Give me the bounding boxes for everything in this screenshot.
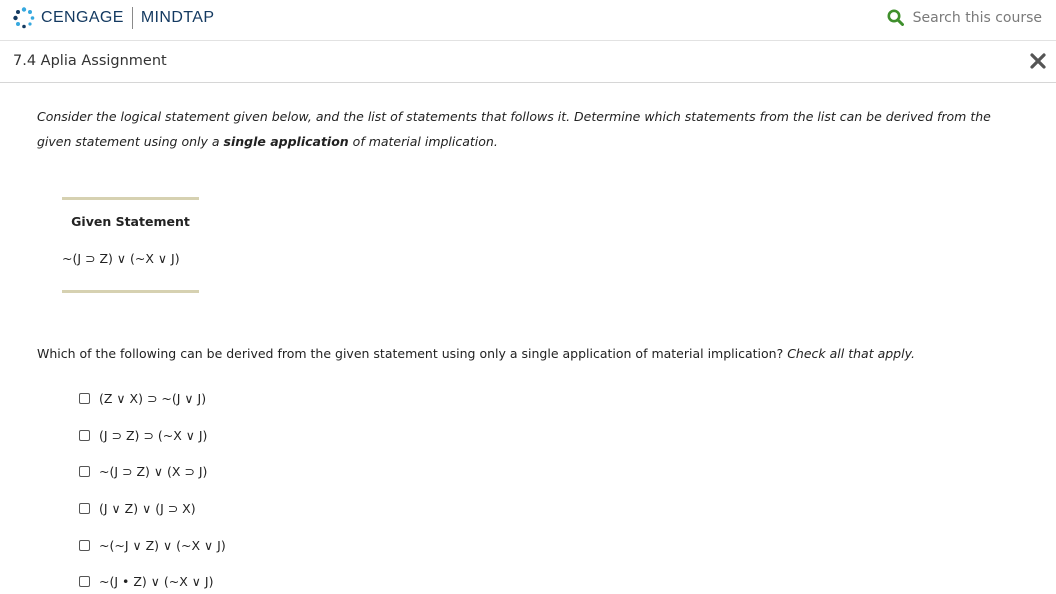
answer-option-3[interactable] — [79, 461, 207, 481]
assignment-title: 7.4 Aplia Assignment — [13, 53, 167, 69]
top-bar — [0, 0, 1056, 41]
option-checkbox[interactable] — [79, 503, 90, 514]
brand-logo[interactable] — [12, 6, 214, 30]
option-label: ~(J ⊃ Z) ∨ (X ⊃ J) — [99, 463, 208, 479]
answer-option-4[interactable] — [79, 498, 196, 518]
answer-option-2[interactable] — [79, 425, 207, 445]
instructions-emphasis: single application — [223, 134, 349, 149]
question-hint: Check all that apply. — [787, 346, 915, 361]
option-checkbox[interactable] — [79, 430, 90, 441]
option-label: (J ⊃ Z) ⊃ (~X ∨ J) — [99, 427, 208, 443]
given-statement-title: Given Statement — [71, 214, 190, 229]
given-statement-box — [62, 197, 199, 293]
option-label: ~(~J ∨ Z) ∨ (~X ∨ J) — [99, 537, 226, 553]
given-statement: ~(J ⊃ Z) ∨ (~X ∨ J) — [62, 251, 180, 266]
option-checkbox[interactable] — [79, 576, 90, 587]
question — [37, 346, 915, 361]
question-text: Which of the following can be derived from the given statement using only a single application of material implication? — [37, 346, 788, 361]
instructions — [37, 104, 997, 154]
option-checkbox[interactable] — [79, 393, 90, 404]
assignment-title-bar — [0, 41, 1056, 83]
option-label: ~(J • Z) ∨ (~X ∨ J) — [99, 573, 214, 589]
option-checkbox[interactable] — [79, 540, 90, 551]
search-placeholder: Search this course — [912, 9, 1042, 26]
answer-option-6[interactable] — [79, 571, 213, 591]
option-label: (Z ∨ X) ⊃ ~(J ∨ J) — [99, 390, 207, 406]
instructions-text-end: of material implication. — [348, 134, 498, 149]
answer-option-1[interactable] — [79, 388, 206, 408]
answer-option-5[interactable] — [79, 535, 226, 555]
instructions-text: Consider the logical statement given below, and the list of statements that follows it. Determine which statements from the list can be derived from the given statement using only a — [37, 109, 991, 149]
cengage-logo-icon — [12, 6, 36, 30]
search-icon — [887, 9, 904, 26]
option-checkbox[interactable] — [79, 466, 90, 477]
brand-name: CENGAGE — [41, 9, 124, 26]
close-icon[interactable] — [1028, 51, 1048, 71]
search-field[interactable] — [887, 9, 1042, 26]
brand-divider — [132, 7, 133, 29]
product-name: MINDTAP — [140, 9, 215, 26]
option-label: (J ∨ Z) ∨ (J ⊃ X) — [99, 500, 196, 516]
